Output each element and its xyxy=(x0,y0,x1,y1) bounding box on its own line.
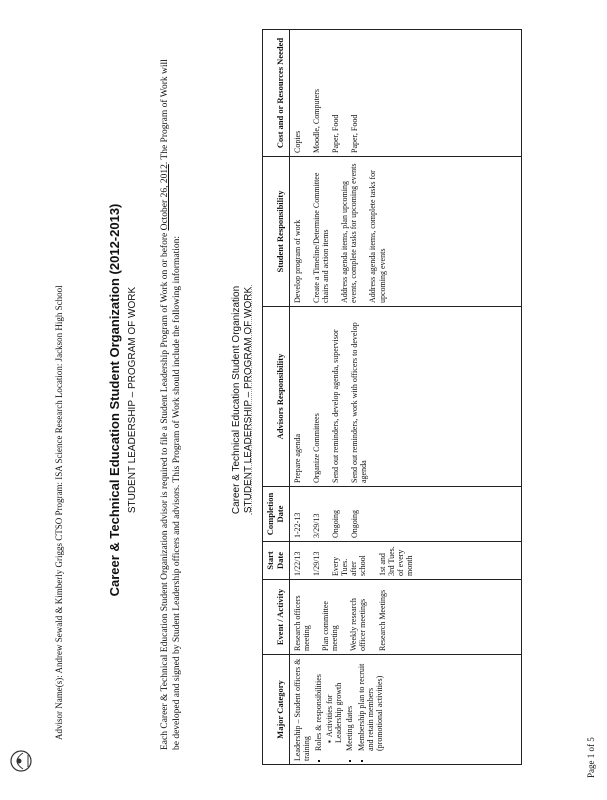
cost-item: Moodle, Computers xyxy=(311,89,321,153)
header-cost: Cost and or Resources Needed xyxy=(263,30,290,157)
event-item: Weekly research officer meetings xyxy=(349,598,368,651)
completion-item: Ongoing xyxy=(330,510,340,538)
header-event: Event / Activity xyxy=(263,580,290,655)
start-cell xyxy=(289,542,521,580)
student-item: Address agenda items, complete tasks for upcoming events xyxy=(368,170,387,303)
table-title-line-2: STUDENT LEADERSHIP – PROGRAM OF WORK xyxy=(242,286,254,514)
category-subitem-text: Activities for Leadership growth xyxy=(325,682,344,743)
header-advisors: Advisors Responsibility xyxy=(263,307,290,487)
event-item: Research Meetings xyxy=(377,589,387,651)
intro-paragraph xyxy=(160,50,184,750)
cost-item: Paper, Food xyxy=(350,114,360,153)
category-item: ▪ Roles & responsibilities xyxy=(314,658,323,751)
program-of-work-table xyxy=(262,29,522,765)
page-subtitle: STUDENT LEADERSHIP – PROGRAM OF WORK xyxy=(127,286,138,514)
school-logo-icon xyxy=(6,744,40,778)
category-item: ▪ Meeting dates xyxy=(345,658,354,751)
intro-deadline: October 26, 2012 xyxy=(160,164,170,231)
category-heading: Leadership – Student officers & training xyxy=(292,658,311,761)
intro-text-1: Each Career & Technical Education Student Organization advisor is required to file a Student Leadership Program of Work on or before xyxy=(160,230,170,750)
completion-item: 1-22-13 xyxy=(292,512,302,538)
completion-item: Ongoing xyxy=(350,510,360,538)
advisors-item: Send out reminders, work with officers to develop agenda xyxy=(350,322,369,483)
table-title xyxy=(231,0,254,800)
bullet-icon xyxy=(325,737,334,743)
advisors-item: Organize Committees xyxy=(311,413,321,483)
page-number: Page 1 of 5 xyxy=(586,737,596,778)
student-item: Develop program of work xyxy=(292,219,302,303)
completion-item: 3/29/13 xyxy=(311,513,321,538)
category-subitem xyxy=(325,658,343,743)
table-row xyxy=(289,30,521,765)
cost-cell xyxy=(289,30,521,157)
student-cell xyxy=(289,157,521,307)
completion-cell xyxy=(289,487,521,542)
header-category: Major Category xyxy=(263,655,290,765)
intro-text-2: . The Program of Work will be developed and signed by Student Leadership officers and advisors. This Program of Work should include the following information: xyxy=(160,59,182,750)
cost-item: Paper, Food xyxy=(330,114,340,153)
cost-item: Copies xyxy=(292,130,302,153)
student-item: Address agenda items, plan upcoming events, complete tasks for upcoming events xyxy=(340,163,359,303)
advisors-item: Prepare agenda xyxy=(292,433,302,483)
advisors-cell xyxy=(289,307,521,487)
event-item: Research officers meeting xyxy=(292,595,311,651)
advisors-item: Send out reminders, develop agenda, supervisor xyxy=(330,329,340,483)
start-item: 1/22/13 xyxy=(292,551,302,576)
header-completion: Completion Date xyxy=(263,487,290,542)
category-cell xyxy=(289,655,521,765)
start-item: 1/29/13 xyxy=(311,551,321,576)
category-list xyxy=(314,658,384,761)
table-title-line-1: Career & Technical Education Student Organization xyxy=(231,285,242,515)
page-title: Career & Technical Education Student Organization (2012-2013) xyxy=(107,203,122,597)
event-cell xyxy=(289,580,521,655)
table-header-row xyxy=(263,30,290,765)
header-start: Start Date xyxy=(263,542,290,580)
event-item: Plan committee meeting xyxy=(320,601,340,651)
category-item: ▪ Membership plan to recruit and retain members (promotional activities) xyxy=(357,658,385,751)
header-student: Student Responsibility xyxy=(263,157,290,307)
start-item: Every Tues. after school xyxy=(330,555,368,576)
start-item: 1st and 3rd Tues. of every month xyxy=(377,546,415,576)
advisor-line: Advisor Name(s): Andrew Sewald & Kimberly Griggs CTSO Program: ISA Science Research Location: Jackson High School xyxy=(54,285,64,740)
student-item: Create a Timeline/Determine Committee chairs and action items xyxy=(311,172,330,303)
